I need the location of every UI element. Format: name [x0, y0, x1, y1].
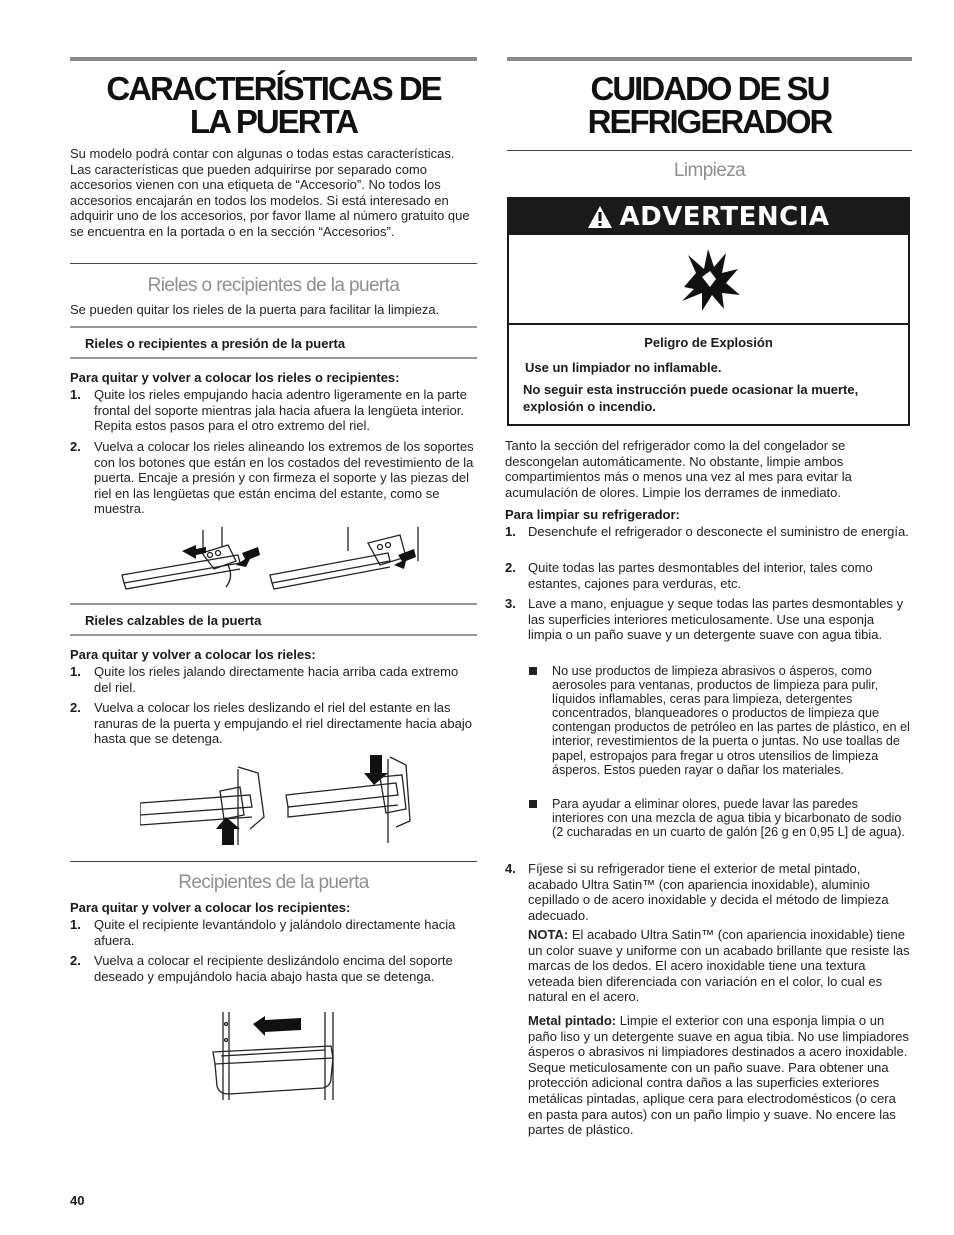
bins-step-1: Quite el recipiente levantándolo y jalándolo directamente hacia afuera.	[94, 917, 456, 948]
drop-subheading: Rieles calzables de la puerta	[85, 613, 262, 628]
clean-step-1: Desenchufe el refrigerador o desconecte el suministro de energía.	[528, 524, 909, 539]
snap-rails-illustration	[118, 525, 438, 595]
metal-paragraph	[528, 1013, 910, 1138]
divider	[70, 326, 477, 328]
divider	[70, 603, 477, 605]
step-number: 2.	[70, 953, 81, 968]
step-number: 1.	[70, 387, 81, 402]
rails-heading: Rieles o recipientes de la puerta	[147, 275, 400, 296]
divider	[507, 150, 912, 151]
clean-step-2: Quite todas las partes desmontables del interior, tales como estantes, cajones para verduras, etc.	[528, 560, 873, 591]
drop-step-1: Quite los rieles jalando directamente hacia arriba cada extremo del riel.	[94, 664, 459, 695]
nota-paragraph	[528, 927, 910, 1005]
bins-instruction: Para quitar y volver a colocar los recipientes:	[70, 900, 351, 915]
right-top-rule	[507, 57, 912, 61]
bins-step-2: Vuelva a colocar el recipiente deslizándolo encima del soporte deseado y empujándolo hacia abajo hasta que se detenga.	[94, 953, 453, 984]
explosion-icon-area	[509, 235, 908, 325]
bullet-marker	[529, 667, 537, 675]
snap-instruction: Para quitar y volver a colocar los rieles o recipientes:	[70, 370, 400, 385]
metal-label: Metal pintado:	[528, 1013, 617, 1028]
left-intro: Su modelo podrá contar con algunas o todas estas características. Las características que pueden adquirirse por separado como accesorios vienen con una etiqueta de “Accesorio”. No todos los accesorios encajarán en todos los modelos. Si está interesado en adquirir uno de los accesorios, por favor llame al número gratuito que se encuentra en la portada o en la sección “Accesorios”.	[70, 146, 470, 239]
bullet-marker	[529, 800, 537, 808]
clean-bullet-2: Para ayudar a eliminar olores, puede lavar las paredes interiores con una mezcla de agua tibia y bicarbonato de sodio (2 cucharadas en un cuarto de galón [26 g en 0,95 L] de agua).	[552, 797, 905, 840]
left-page-title: CARACTERÍSTICAS DE LA PUERTA	[106, 70, 441, 140]
nota-label: NOTA:	[528, 927, 569, 942]
door-bin-illustration	[205, 1012, 337, 1100]
snap-step-1: Quite los rieles empujando hacia adentro ligeramente en la parte frontal del soporte mientras jala hacia afuera la lengüeta interior. Repita estos pasos para el otro extremo del riel.	[94, 387, 467, 434]
cleaning-instruction: Para limpiar su refrigerador:	[505, 507, 680, 522]
warning-line-1: Use un limpiador no inflamable.	[525, 360, 722, 375]
step-number: 1.	[505, 524, 516, 539]
step-number: 2.	[505, 560, 516, 575]
explosion-icon	[674, 243, 746, 315]
step-number: 2.	[70, 439, 81, 454]
warning-line-2: No seguir esta instrucción puede ocasionar la muerte, explosión o incendio.	[523, 382, 859, 414]
drop-instruction: Para quitar y volver a colocar los rieles:	[70, 647, 316, 662]
warning-header	[509, 199, 908, 235]
nota-text: El acabado Ultra Satin™ (con apariencia inoxidable) tiene un color suave y uniforme con un acabado brillante que resiste las marcas de los dedos. El acero inoxidable tiene una textura veteada bien diferenciada con variación en el color, lo cual es natural en el acero.	[528, 927, 910, 1005]
cleaning-intro: Tanto la sección del refrigerador como la del congelador se descongelan automáticamente. No obstante, limpie ambos compartimientos más o menos una vez al mes para evitar la acumulación de olores. Limpie los derrames de inmediato.	[505, 438, 852, 500]
snap-subheading: Rieles o recipientes a presión de la puerta	[85, 336, 346, 351]
bins-heading: Recipientes de la puerta	[178, 872, 369, 893]
clean-bullet-1: No use productos de limpieza abrasivos o ásperos, como aerosoles para ventanas, productos de limpieza para pulir, líquidos inflamables, ceras para limpieza, detergentes concentrados, blanqueadores o productos de limpieza que contengan productos de petróleo en las partes de plástico, en el interior, revestimientos de la puerta o juntas. No use toallas de papel, estropajos para fregar u otros utensilios de limpieza ásperos. Estos pueden rayar o dañar los materiales.	[552, 664, 910, 777]
step-number: 1.	[70, 917, 81, 932]
divider	[70, 861, 477, 862]
metal-text: Limpie el exterior con una esponja limpia o un paño liso y un detergente suave en agua tibia. No use limpiadores ásperos o abrasivos ni limpiadores destinados a acero inoxidable. Seque meticulosamente con un paño suave. Para obtener una protección adicional contra daños a las superficies exteriores metálicas pintadas, aplique cera para electrodomésticos (o cera en pasta para autos) con un paño limpio y suave. No encere las partes de plástico.	[528, 1013, 909, 1138]
divider	[70, 357, 477, 359]
step-number: 3.	[505, 596, 516, 611]
rails-desc: Se pueden quitar los rieles de la puerta para facilitar la limpieza.	[70, 302, 440, 317]
step-number: 1.	[70, 664, 81, 679]
warning-label: ADVERTENCIA	[619, 202, 830, 232]
left-top-rule	[70, 57, 477, 61]
right-page-title: CUIDADO DE SU REFRIGERADOR	[587, 70, 832, 140]
clean-step-3: Lave a mano, enjuague y seque todas las partes desmontables y las superficies interiores meticulosamente. Use una esponja limpia o un paño suave y un detergente suave con agua tibia.	[528, 596, 904, 643]
step-number: 4.	[505, 861, 516, 876]
snap-step-2: Vuelva a colocar los rieles alineando los extremos de los soportes con los botones que están en los costados del revestimiento de la puerta. Encaje a presión y con firmeza el soporte y las piezas del riel en las lengüetas que están encima del estante, como se muestra.	[94, 439, 474, 517]
cleaning-heading: Limpieza	[673, 160, 746, 181]
clean-step-4: Fíjese si su refrigerador tiene el exterior de metal pintado, acabado Ultra Satin™ (con apariencia inoxidable), aluminio cepillado o de acero inoxidable y decida el método de limpieza adecuado.	[528, 861, 889, 923]
divider	[70, 263, 477, 264]
drop-rails-illustration	[140, 755, 415, 850]
warning-box	[507, 197, 910, 426]
drop-step-2: Vuelva a colocar los rieles deslizando el riel del estante en las ranuras de la puerta y empujando el riel directamente hacia abajo hasta que se detenga.	[94, 700, 472, 747]
step-number: 2.	[70, 700, 81, 715]
divider	[70, 634, 477, 636]
page-number: 40	[70, 1193, 85, 1208]
warning-hazard: Peligro de Explosión	[644, 335, 773, 350]
warning-triangle-icon	[587, 205, 613, 229]
